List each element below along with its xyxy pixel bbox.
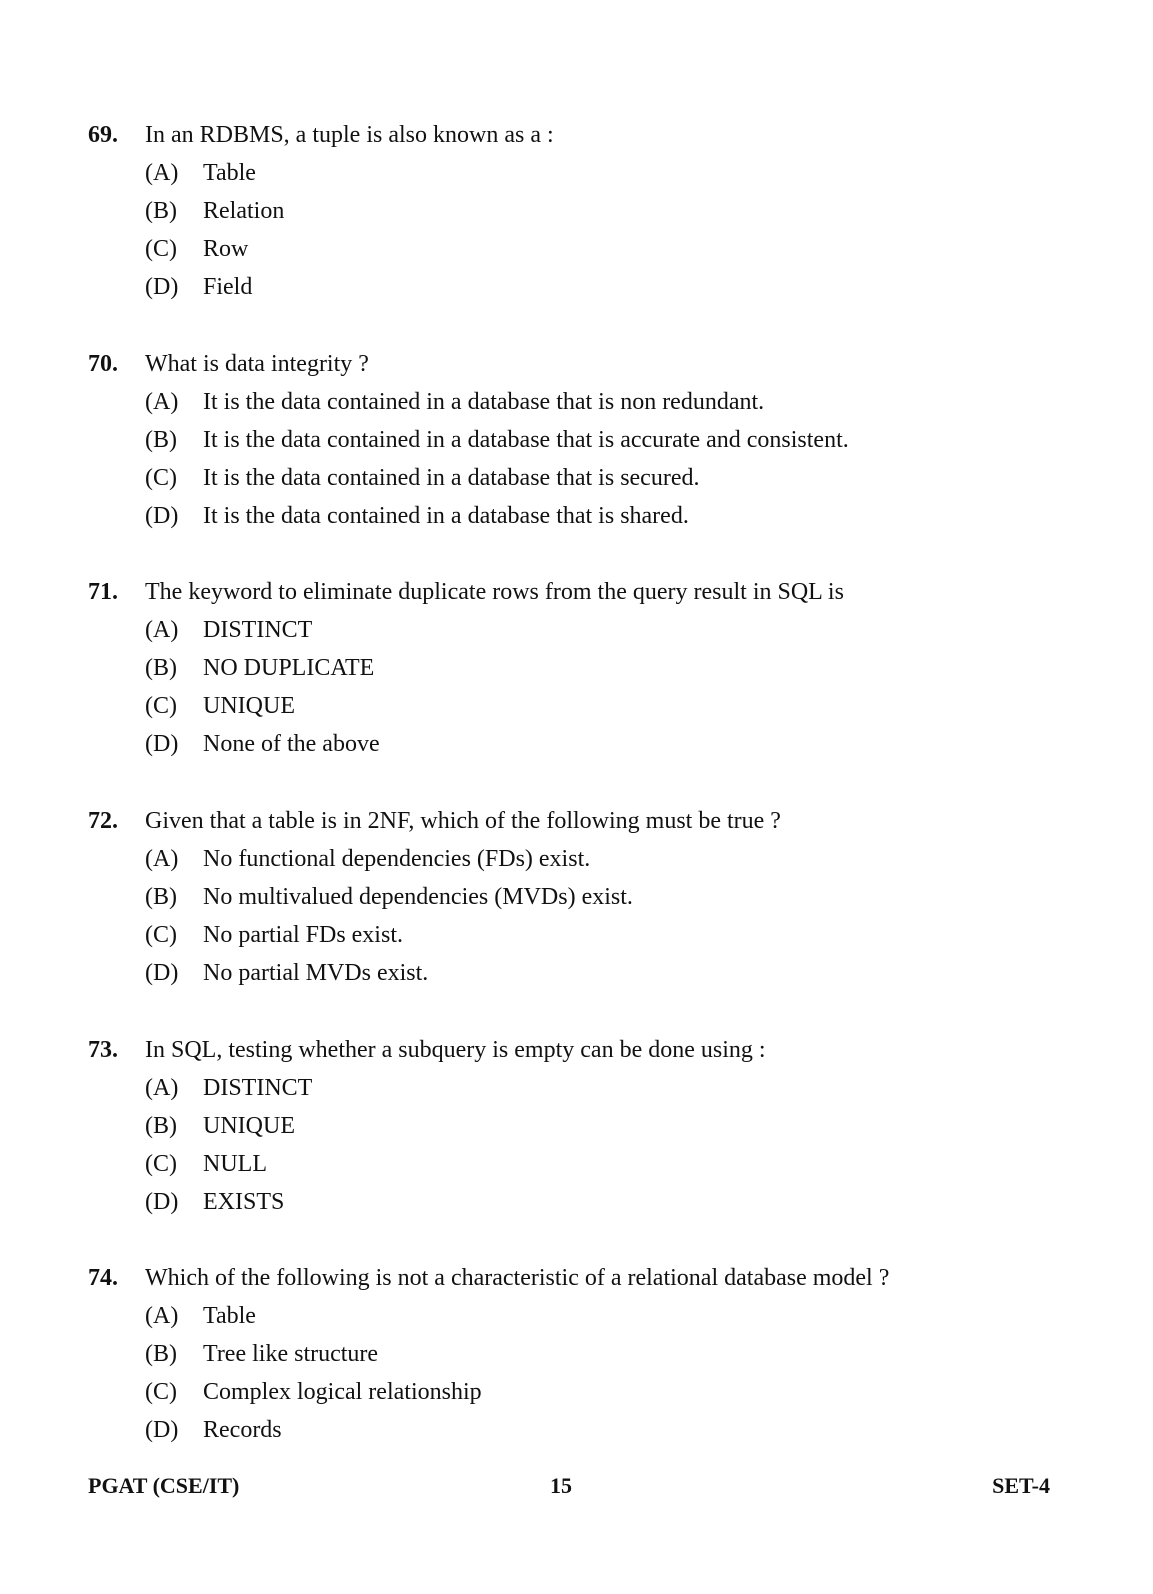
option-a (88, 611, 1088, 649)
option-text: UNIQUE (203, 693, 295, 719)
option-d (88, 954, 1088, 992)
option-d (88, 1411, 1088, 1449)
question-stem (88, 345, 1088, 383)
option-label: (A) (145, 160, 179, 186)
question-stem (88, 1031, 1088, 1069)
option-label: (A) (145, 617, 179, 643)
page-number: 15 (550, 1473, 572, 1498)
exam-code: PGAT (CSE/IT) (88, 1473, 240, 1498)
option-c (88, 916, 1088, 954)
option-label: (D) (145, 960, 179, 986)
question-stem (88, 1259, 1088, 1297)
option-b (88, 1107, 1088, 1145)
option-text: Complex logical relationship (203, 1379, 482, 1405)
option-d (88, 1183, 1088, 1221)
option-label: (A) (145, 389, 179, 415)
option-b (88, 192, 1088, 230)
question-number: 70. (88, 351, 118, 377)
question-text: In an RDBMS, a tuple is also known as a : (145, 122, 554, 148)
question-number: 72. (88, 808, 118, 834)
option-label: (D) (145, 274, 179, 300)
option-a (88, 154, 1088, 192)
option-b (88, 1335, 1088, 1373)
option-label: (B) (145, 1113, 177, 1139)
question-72 (88, 802, 1088, 992)
option-text: EXISTS (203, 1189, 285, 1215)
question-text: Which of the following is not a characteristic of a relational database model ? (145, 1265, 890, 1291)
question-74 (88, 1259, 1088, 1449)
option-label: (A) (145, 1303, 179, 1329)
option-text: Row (203, 236, 249, 262)
option-c (88, 1373, 1088, 1411)
option-b (88, 649, 1088, 687)
option-text: It is the data contained in a database that is shared. (203, 503, 689, 529)
option-label: (D) (145, 731, 179, 757)
question-number: 74. (88, 1265, 118, 1291)
option-text: DISTINCT (203, 1075, 313, 1101)
option-b (88, 878, 1088, 916)
option-label: (C) (145, 1151, 177, 1177)
option-label: (D) (145, 1417, 179, 1443)
option-text: DISTINCT (203, 617, 313, 643)
question-text: The keyword to eliminate duplicate rows from the query result in SQL is (145, 579, 844, 605)
question-number: 71. (88, 579, 118, 605)
option-text: It is the data contained in a database that is secured. (203, 465, 700, 491)
option-text: No functional dependencies (FDs) exist. (203, 846, 591, 872)
option-label: (D) (145, 1189, 179, 1215)
option-label: (A) (145, 846, 179, 872)
option-c (88, 687, 1088, 725)
question-stem (88, 802, 1088, 840)
question-stem (88, 116, 1088, 154)
option-label: (C) (145, 1379, 177, 1405)
option-label: (B) (145, 655, 177, 681)
option-text: No multivalued dependencies (MVDs) exist. (203, 884, 633, 910)
option-d (88, 497, 1088, 535)
option-d (88, 268, 1088, 306)
option-b (88, 421, 1088, 459)
option-text: Field (203, 274, 253, 300)
page-footer (88, 1470, 1050, 1502)
option-text: NO DUPLICATE (203, 655, 375, 681)
option-a (88, 1069, 1088, 1107)
option-label: (C) (145, 236, 177, 262)
question-70 (88, 345, 1088, 535)
option-label: (B) (145, 427, 177, 453)
option-text: Table (203, 160, 256, 186)
option-label: (D) (145, 503, 179, 529)
option-text: Relation (203, 198, 285, 224)
question-71 (88, 573, 1088, 763)
option-text: Table (203, 1303, 256, 1329)
question-text: Given that a table is in 2NF, which of the following must be true ? (145, 808, 781, 834)
set-code: SET-4 (992, 1473, 1050, 1498)
option-c (88, 230, 1088, 268)
option-text: No partial MVDs exist. (203, 960, 429, 986)
option-c (88, 1145, 1088, 1183)
question-text: What is data integrity ? (145, 351, 369, 377)
option-label: (A) (145, 1075, 179, 1101)
option-text: Records (203, 1417, 282, 1443)
question-stem (88, 573, 1088, 611)
option-text: No partial FDs exist. (203, 922, 403, 948)
option-text: It is the data contained in a database that is accurate and consistent. (203, 427, 849, 453)
option-label: (B) (145, 1341, 177, 1367)
question-text: In SQL, testing whether a subquery is empty can be done using : (145, 1037, 766, 1063)
option-a (88, 840, 1088, 878)
option-label: (C) (145, 693, 177, 719)
option-a (88, 383, 1088, 421)
question-73 (88, 1031, 1088, 1221)
option-c (88, 459, 1088, 497)
option-a (88, 1297, 1088, 1335)
option-label: (B) (145, 198, 177, 224)
question-69 (88, 116, 1088, 306)
option-text: UNIQUE (203, 1113, 295, 1139)
option-label: (C) (145, 465, 177, 491)
question-number: 73. (88, 1037, 118, 1063)
option-text: Tree like structure (203, 1341, 379, 1367)
option-label: (C) (145, 922, 177, 948)
option-text: It is the data contained in a database that is non redundant. (203, 389, 765, 415)
option-label: (B) (145, 884, 177, 910)
question-number: 69. (88, 122, 118, 148)
option-text: None of the above (203, 731, 380, 757)
option-text: NULL (203, 1151, 267, 1177)
option-d (88, 725, 1088, 763)
